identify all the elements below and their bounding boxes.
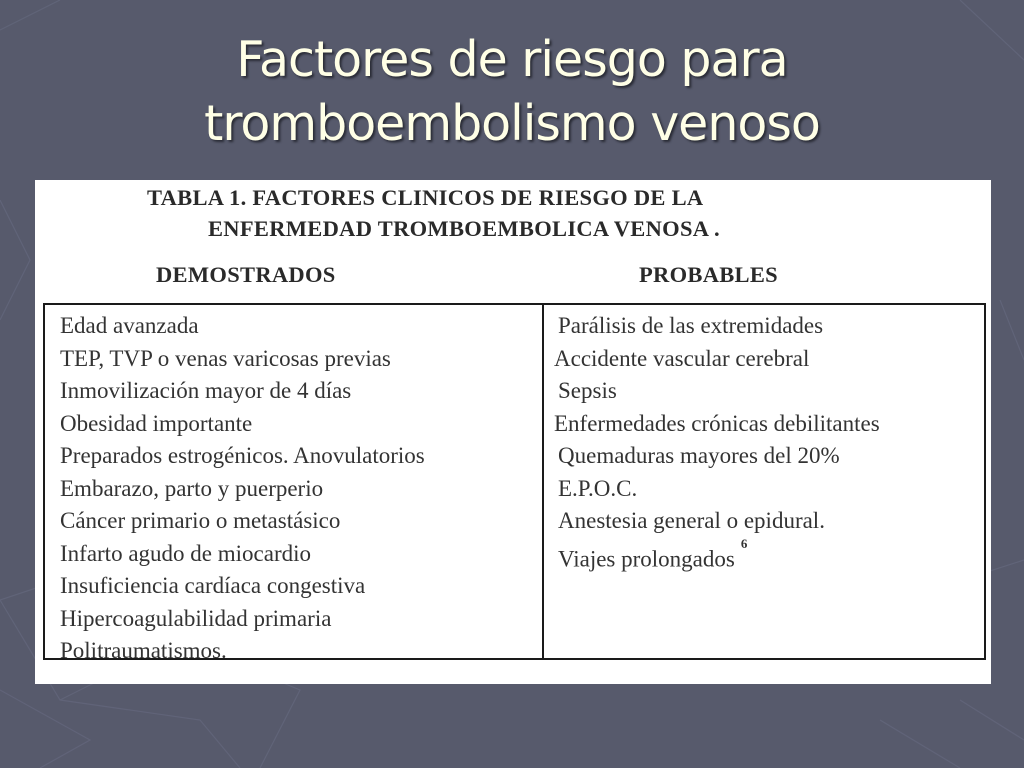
list-item: Anestesia general o epidural. [558,508,825,533]
table-caption-line-2: ENFERMEDAD TROMBOEMBOLICA VENOSA . [208,216,720,241]
list-item: Embarazo, parto y puerperio [60,475,324,501]
list-item: Quemaduras mayores del 20% [558,443,840,468]
list-item: Preparados estrogénicos. Anovulatorios [60,443,425,468]
list-item: Obesidad importante [60,410,253,436]
table-caption [147,182,720,244]
list-item: Hipercoagulabilidad primaria [60,605,332,631]
list-item: Inmovilización mayor de 4 días [60,378,352,403]
list-item: Cáncer primario o metastásico [60,508,341,533]
slide-title-line-2: tromboembolismo venoso [204,95,820,152]
list-item: E.P.O.C. [558,475,638,501]
risk-factors-table [35,180,991,684]
demostrados-list [60,310,425,668]
footnote-reference: 6 [740,535,748,551]
column-divider [542,305,544,658]
list-item: Enfermedades crónicas debilitantes [554,410,880,436]
list-item: Insuficiencia cardíaca congestiva [60,573,366,598]
list-item: Accidente vascular cerebral [554,345,810,371]
probables-list [554,310,880,576]
list-item: Edad avanzada [60,313,199,338]
slide-title [0,28,1024,156]
table-caption-line-1: TABLA 1. FACTORES CLINICOS DE RIESGO DE LA [147,185,704,210]
list-item: Sepsis [558,378,617,403]
list-item: Politraumatismos. [60,638,227,663]
list-item [554,535,880,576]
slide-title-line-1: Factores de riesgo para [236,31,788,88]
list-item: Parálisis de las extremidades [558,313,824,338]
table-grid [43,303,986,663]
column-header-probables: PROBABLES [639,262,778,287]
list-item-text: Viajes prolongados [558,546,735,572]
column-header-demostrados: DEMOSTRADOS [156,262,336,287]
list-item: Infarto agudo de miocardio [60,540,311,566]
list-item: TEP, TVP o venas varicosas previas [60,345,391,371]
